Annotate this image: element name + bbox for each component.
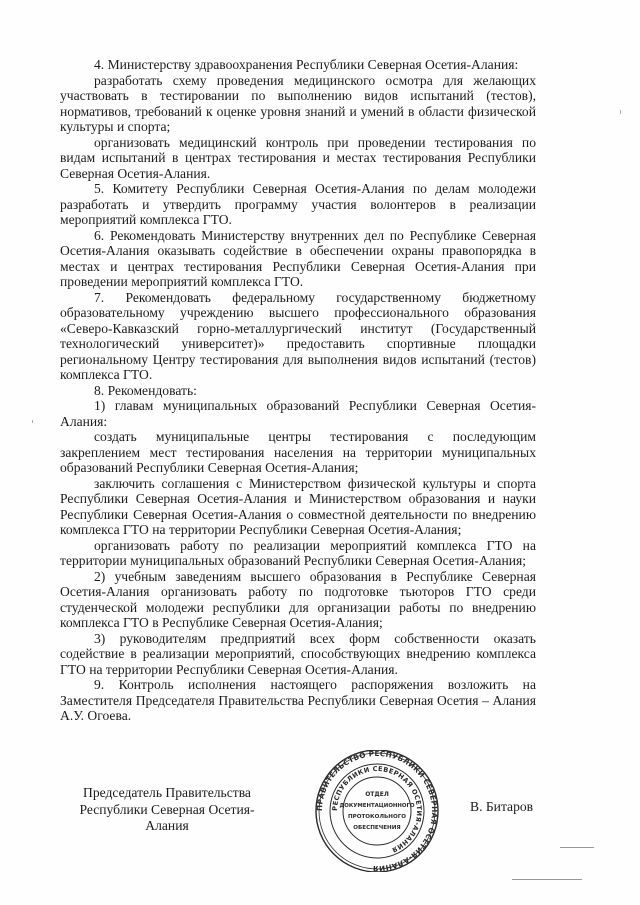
paragraph-4-item-2: организовать медицинский контроль при проведении тестирования по видам испытаний в центрах тестирования и местах тестирования Республики Северная Осетия-Алания. (60, 134, 536, 181)
paragraph-4: 4. Министерству здравоохранения Республики Северная Осетия-Алания: (94, 57, 519, 72)
scan-artifact-line (512, 879, 582, 880)
signatory-position-line2: Республики Северная Осетия-Алания (79, 801, 255, 833)
seal-center-line4: ОБЕСПЕЧЕНИЯ (353, 825, 401, 831)
seal-outer-text: ПРАВИТЕЛЬСТВО РЕСПУБЛИКИ СЕВЕРНАЯ ОСЕТИЯ-АЛАНИЯ (314, 750, 440, 872)
paragraph-6: 6. Рекомендовать Министерству внутренних дел по Республике Северная Осетия-Алания оказывать содействие в обеспечении охраны правопорядка в местах и центрах тестирования Республики Северная Осетия-Алания при проведении мероприятий комплекса ГТО. (60, 227, 536, 289)
paragraph-5: 5. Комитету Республики Северная Осетия-Алания по делам молодежи разработать и утвердить программу участия волонтеров в реализации мероприятий комплекса ГТО. (60, 181, 536, 227)
svg-text:РЕСПУБЛИКИ СЕВЕРНАЯ ОСЕТИЯ-АЛА (331, 765, 423, 854)
paragraph-8-sub-2: 2) учебным заведениям высшего образования в Республике Северная Осетия-Алания организовать работу по подготовке тьюторов ГТО среди студенческой молодежи республики для организации работы по внедрению комплекса ГТО в Республике Северная Осетия-Алания; (60, 568, 536, 630)
seal-center-line3: ПРОТОКОЛЬНОГО (347, 814, 407, 820)
signatory-name: В. Битаров (470, 799, 534, 814)
paragraph-8-sub-3: 3) руководителям предприятий всех форм собственности оказать содействие в реализации мероприятий, способствующих внедрению комплекса ГТО на территории Республики Северная Осетия-Алания. (60, 630, 536, 677)
paragraph-8-sub-1-c: организовать работу по реализации мероприятий комплекса ГТО на территории муниципальных образований Республики Северная Осетия-Алания; (60, 537, 536, 568)
paragraph-4-item-1: разработать схему проведения медицинского осмотра для желающих участвовать в тестировании по выполнению видов испытаний (тестов), нормативов, требований к оценке уровня знаний и умений в области физической культуры и спорта; (60, 72, 536, 134)
paragraph-8-sub-1-a: создать муниципальные центры тестирования с последующим закреплением мест тестирования населения на территории муниципальных образований Республики Северная Осетия-Алания; (60, 429, 536, 475)
scan-artifact-mark (32, 420, 33, 423)
paragraph-8-sub-1-b: заключить соглашения с Министерством физической культуры и спорта Республики Северная Осетия-Алания и Министерством образования и науки Республики Северная Осетия-Алания о совместной деятельности по внедрению комплекса ГТО на территории Республики Северная Осетия-Алания; (60, 475, 536, 537)
signatory-position (62, 785, 272, 835)
scan-artifact-line (560, 847, 594, 848)
seal-inner-text: РЕСПУБЛИКИ СЕВЕРНАЯ ОСЕТИЯ-АЛАНИЯ (330, 764, 424, 854)
signatory-position-line1: Председатель Правительства (83, 785, 251, 800)
paragraph-8-sub-1: 1) главам муниципальных образований Республики Северная Осетия-Алания: (60, 398, 536, 429)
document-body (60, 57, 536, 724)
paragraph-7: 7. Рекомендовать федеральному государственному бюджетному образовательному учреждению высшего профессионального образования «Северо-Кавказский горно-металлургический институт (Государственный технологический университет)» предоставить спортивные площадки региональному Центру тестирования для выполнения видов испытаний (тестов) комплекса ГТО. (60, 289, 536, 382)
seal-center-line1: ОТДЕЛ (365, 791, 389, 798)
scan-artifact-mark (620, 110, 621, 114)
official-seal (313, 750, 441, 872)
paragraph-9: 9. Контроль исполнения настоящего распоряжения возложить на Заместителя Председателя Правительства Республики Северная Осетия – Алания А.У. Огоева. (60, 677, 536, 723)
seal-center-line2: ДОКУМЕНТАЦИОННОГО (339, 803, 415, 809)
paragraph-8: 8. Рекомендовать: (94, 382, 197, 398)
